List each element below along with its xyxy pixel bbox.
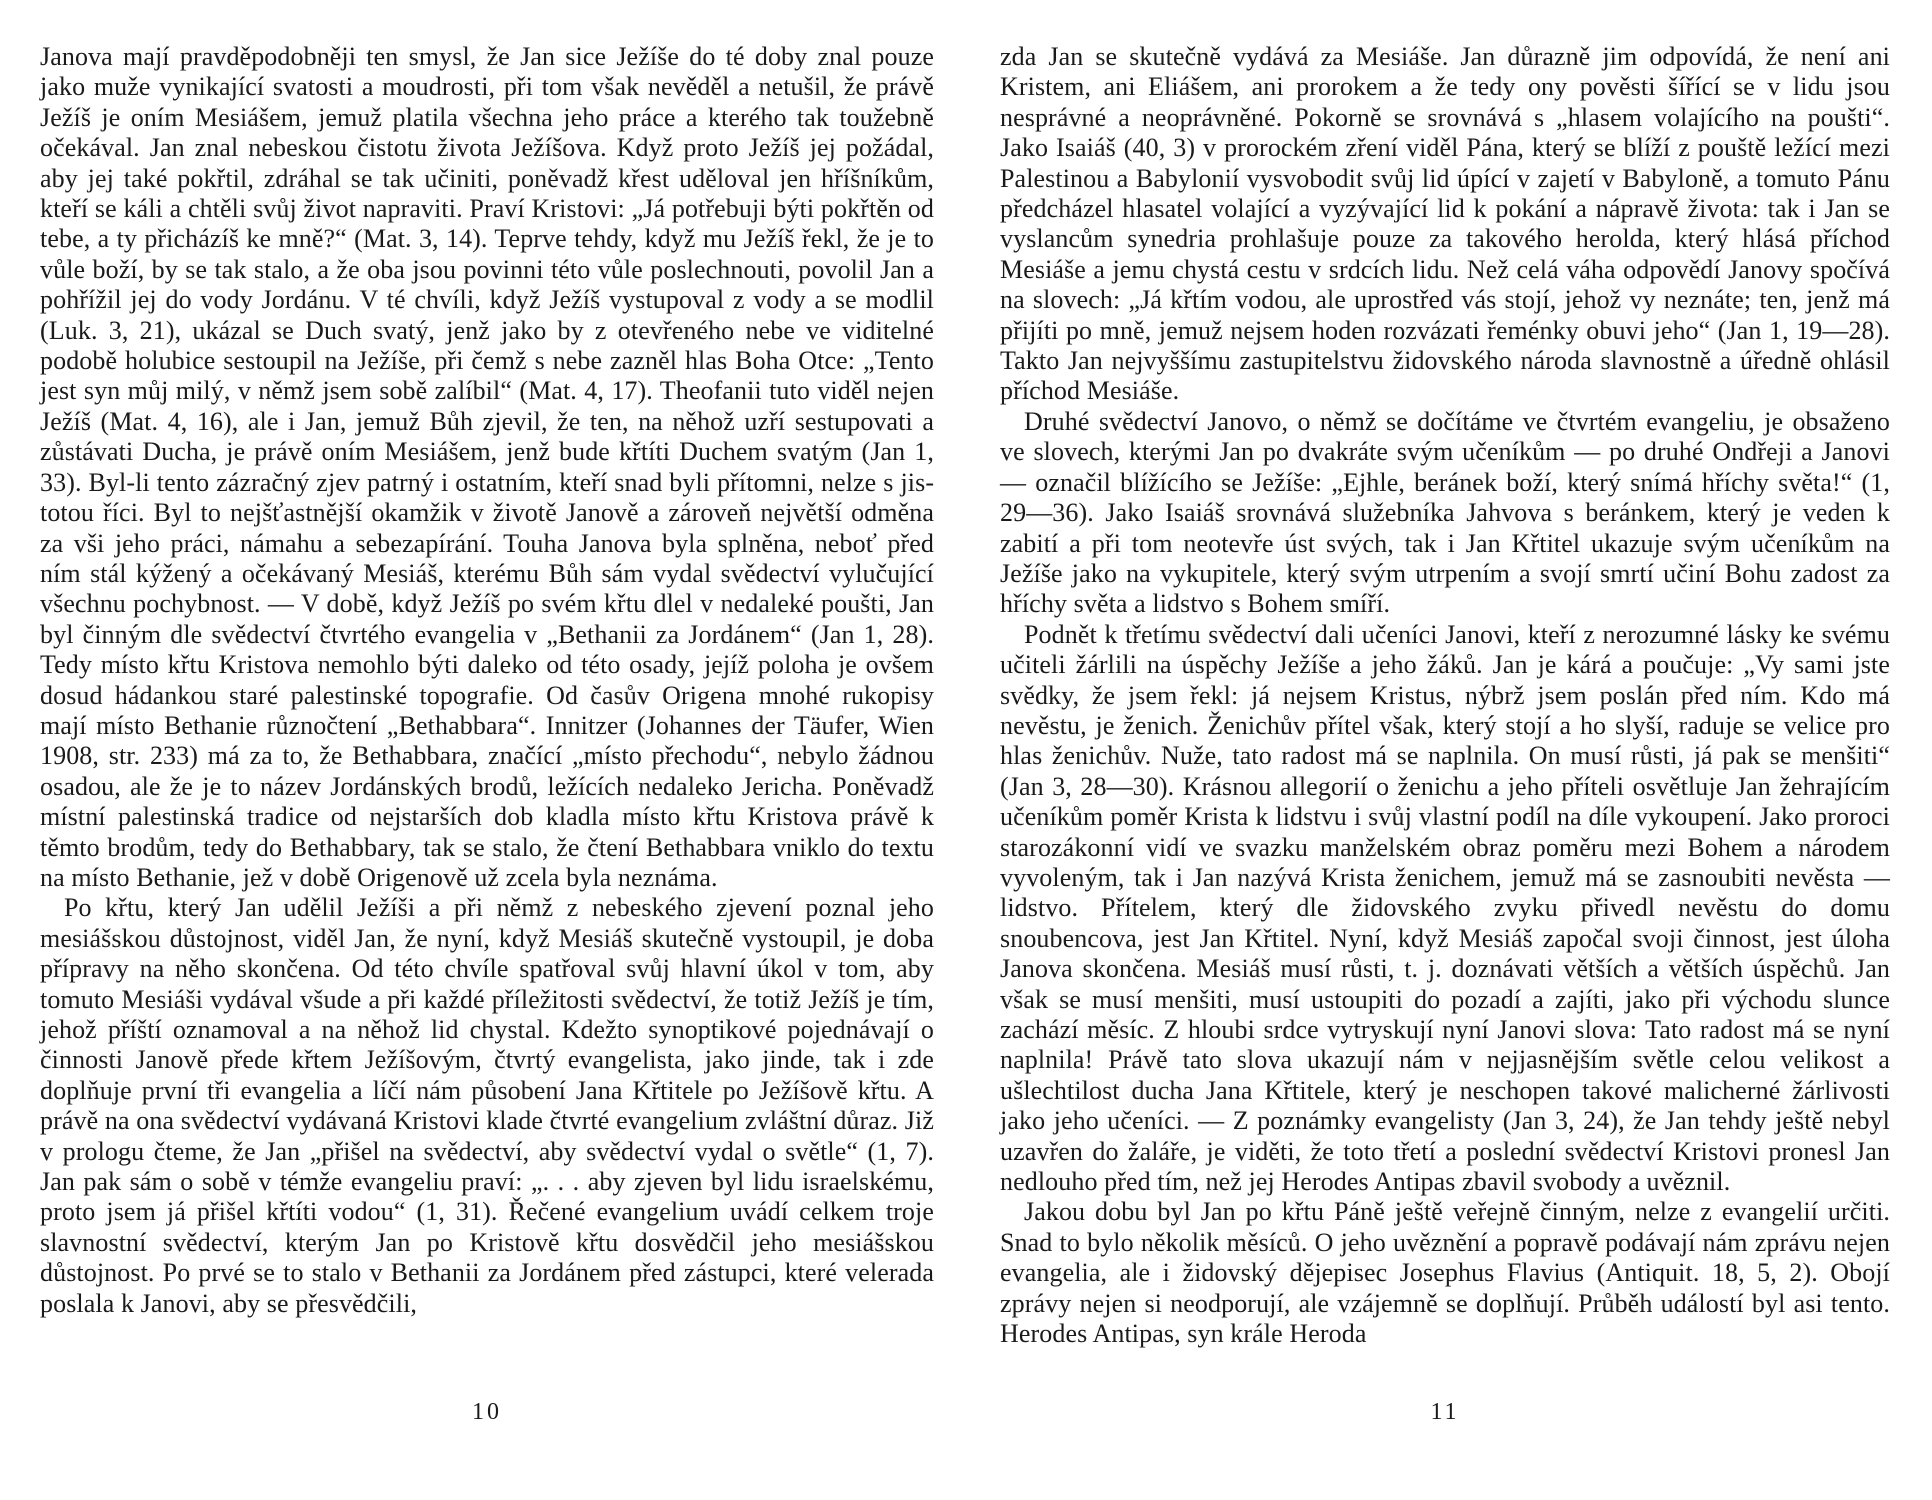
left-page-text: [40, 42, 934, 1319]
paragraph: Jakou dobu byl Jan po křtu Páně ještě veřejně činným, nelze z evangelií určiti. Snad to bylo několik měsíců. O jeho uvěznění a popravě podávají nám zprávu nejen evangelia, ale i židovský dějepisec Josephus Flavius (Antiquit. 18, 5, 2). Obojí zprávy nejen si neodporují, ale vzájemně se doplňují. Průběh událostí byl asi tento. Herodes Antipas, syn krále Heroda: [1000, 1197, 1890, 1349]
paragraph: Janova mají pravděpodobněji ten smysl, že Jan sice Ježíše do té doby znal pouze jako muže vynikající svatosti a moudrosti, při tom však nevěděl a netušil, že právě Ježíš je oním Mesiášem, jemuž platila všechna jeho práce a kterého tak toužebně očekával. Jan znal nebeskou čistotu života Ježíšova. Když proto Ježíš jej požádal, aby jej také pokřtil, zdráhal se tak učiniti, poněvadž křest uděloval jen hříšníkům, kteří se káli a chtěli svůj život napraviti. Praví Kristovi: „Já potřebuji býti pokřtěn od tebe, a ty přicházíš ke mně?“ (Mat. 3, 14). Teprve tehdy, když mu Ježíš řekl, že je to vůle boží, by se tak stalo, a že oba jsou povinni této vůle poslechnouti, povolil Jan a pohřížil jej do vody Jordánu. V té chvíli, když Ježíš vystupoval z vody a se modlil (Luk. 3, 21), ukázal se Duch svatý, jenž jako by z otevřeného nebe ve viditelné podobě holubice sestoupil na Ježíše, při čemž s nebe zazněl hlas Boha Otce: „Tento jest syn můj milý, v němž jsem sobě zalíbil“ (Mat. 4, 17). Theofanii tuto viděl nejen Ježíš (Mat. 4, 16), ale i Jan, jemuž Bůh zjevil, že ten, na něhož uzří sestupovati a zůstávati Ducha, je právě oním Mesiášem, jenž bude křtíti Duchem svatým (Jan 1, 33). Byl-li tento zázračný zjev patrný i ostatním, kteří snad byli přítomni, nelze s jistotou říci. Byl to nejšťastnější okamžik v životě Janově a zároveň největší odměna za vši jeho práci, námahu a sebezapírání. Touha Janova byla splněna, neboť před ním stál kýžený a očekávaný Mesiáš, kterému Bůh sám vydal svědectví vylučující všechnu pochybnost. — V době, když Ježíš po svém křtu dlel v nedaleké poušti, Jan byl činným dle svědectví čtvrtého evangelia v „Bethanii za Jordánem“ (Jan 1, 28). Tedy místo křtu Kristova nemohlo býti daleko od této osady, jejíž poloha je ovšem dosud hádankou staré palestinské topografie. Od časův Origena mnohé rukopisy mají místo Bethanie různočtení „Bethabbara“. Innitzer (Johannes der Täufer, Wien 1908, str. 233) má za to, že Bethabbara, značící „místo přechodu“, nebylo žádnou osadou, ale že je to název Jordánských brodů, ležících nedaleko Jericha. Poněvadž místní palestinská tradice od nejstarších dob kladla místo křtu Kristova právě k těmto brodům, tedy do Bethabbary, tak se stalo, že čtení Bethabbara vniklo do textu na místo Bethanie, jež v době Origenově už zcela byla neznáma.: [40, 42, 934, 892]
page-number-right: 11: [1430, 1399, 1460, 1425]
paragraph: zda Jan se skutečně vydává za Mesiáše. Jan důrazně jim odpovídá, že není ani Kristem, ani Eliášem, ani prorokem a že tedy ony pověsti šířící se v lidu jsou nesprávné a neoprávněné. Pokorně se srovnává s „hlasem volajícího na poušti“. Jako Isaiáš (40, 3) v prorockém zření viděl Pána, který se blíží z pouště ležící mezi Palestinou a Babylonií vysvobodit svůj lid úpící v zajetí v Babyloně, a tomuto Pánu předcházel hlasatel volající a vyzývající lid k pokání a nápravě života: tak i Jan se vyslancům synedria prohlašuje pouze za takového herolda, který hlásá příchod Mesiáše a jemu chystá cestu v srdcích lidu. Než celá váha odpovědí Janovy spočívá na slovech: „Já křtím vodou, ale uprostřed vás stojí, jehož vy neznáte; ten, jenž má přijíti po mně, jemuž nejsem hoden rozvázati řeménky obuvi jeho“ (Jan 1, 19—28). Takto Jan nejvyššímu zastupitelstvu židovského národa slavnostně a úředně ohlásil příchod Mesiáše.: [1000, 42, 1890, 406]
left-page: [40, 42, 934, 1442]
page-number-left: 10: [472, 1399, 502, 1425]
paragraph: Po křtu, který Jan udělil Ježíši a při němž z nebeského zjevení poznal jeho mesiášskou důstojnost, viděl Jan, že nyní, když Mesiáš skutečně vystoupil, je doba přípravy na něho skončena. Od této chvíle spatřoval svůj hlavní úkol v tom, aby tomuto Mesiáši vydával všude a při každé příležitosti svědectví, že totiž Ježíš je tím, jehož příští oznamoval a na něhož lid chystal. Kdežto synoptikové pojednávají o činnosti Janově přede křtem Ježíšovým, čtvrtý evangelista, jako jinde, tak i zde doplňuje první tři evangelia a líčí nám působení Jana Křtitele po Ježíšově křtu. A právě na ona svědectví vydávaná Kristovi klade čtvrté evangelium zvláštní důraz. Již v prologu čteme, že Jan „přišel na svědectví, aby svědectví vydal o světle“ (1, 7). Jan pak sám o sobě v témže evangeliu praví: „. . . aby zjeven byl lidu israelskému, proto jsem já přišel křtíti vodou“ (1, 31). Řečené evangelium uvádí celkem troje slavnostní svědectví, kterým Jan po Kristově křtu dosvědčil jeho mesiášskou důstojnost. Po prvé se to stalo v Bethanii za Jordánem před zástupci, které velerada poslala k Janovi, aby se přesvědčili,: [40, 893, 934, 1318]
right-page-text: [1000, 42, 1890, 1349]
right-page: [1000, 42, 1890, 1442]
paragraph: Podnět k třetímu svědectví dali učeníci Janovi, kteří z nerozumné lásky ke svému učiteli žárlili na úspěchy Ježíše a jeho žáků. Jan je kárá a poučuje: „Vy sami jste svědky, že jsem řekl: já nejsem Kristus, nýbrž jsem poslán před ním. Kdo má nevěstu, je ženich. Ženichův přítel však, který stojí a ho slyší, raduje se velice pro hlas ženichův. Nuže, tato radost má se naplnila. On musí růsti, já pak se menšiti“ (Jan 3, 28—30). Krásnou allegorií o ženichu a jeho příteli osvětluje Jan žehrajícím učeníkům poměr Krista k lidstvu i svůj vlastní podíl na díle vykoupení. Jako proroci starozákonní vidí ve svazku manželském obraz poměru mezi Bohem a národem vyvoleným, tak i Jan nazývá Krista ženichem, jemuž má se zasnoubiti nevěsta — lidstvo. Přítelem, který dle židovského zvyku přivedl nevěstu do domu snoubencova, jest Jan Křtitel. Nyní, když Mesiáš započal svoji činnost, jest úloha Janova skončena. Mesiáš musí růsti, t. j. doznávati větších a větších úspěchů. Jan však se musí menšiti, musí ustoupiti do pozadí a zajíti, jako při východu slunce zachází měsíc. Z hloubi srdce vytryskují nyní Janovi slova: Tato radost má se nyní naplnila! Právě tato slova ukazují nám v nejjasnějším světle celou velikost a ušlechtilost ducha Jana Křtitele, který je neschopen takové malicherné žárlivosti jako jeho učeníci. — Z poznámky evangelisty (Jan 3, 24), že Jan tehdy ještě nebyl uzavřen do žaláře, je viděti, že toto třetí a poslední svědectví Kristovi pronesl Jan nedlouho před tím, než jej Herodes Antipas zbavil svobody a uvěznil.: [1000, 619, 1890, 1197]
paragraph: Druhé svědectví Janovo, o němž se dočítáme ve čtvrtém evangeliu, je obsaženo ve slovech, kterými Jan po dvakráte svým učeníkům — po druhé Ondřeji a Janovi — označil blížícího se Ježíše: „Ejhle, beránek boží, který snímá hříchy světa!“ (1, 29—36). Jako Isaiáš srovnává služebníka Jahvova s beránkem, který je veden k zabití a při tom neotevře úst svých, tak i Jan Křtitel ukazuje svým učeníkům na Ježíše jako na vykupitele, který svým utrpením a svojí smrtí učiní Bohu zadost za hříchy světa a lidstvo s Bohem smíří.: [1000, 406, 1890, 619]
